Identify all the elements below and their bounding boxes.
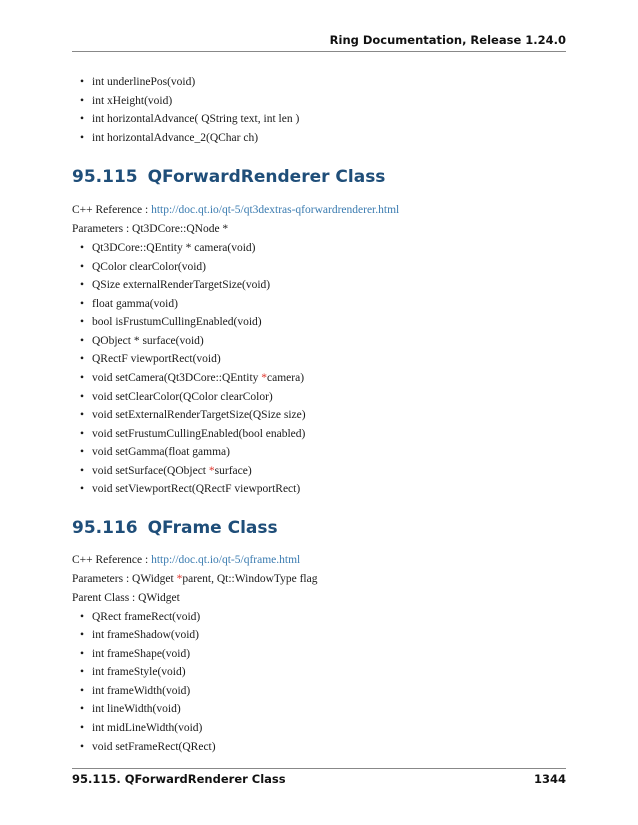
section-number: 95.116 [72,518,138,538]
reference-link[interactable]: http://doc.qt.io/qt-5/qframe.html [151,554,301,566]
list-item: • int xHeight(void) [92,94,172,108]
parameters-line: Parameters : QWidget *parent, Qt::WindowType flag [72,573,318,585]
list-item: • QObject * surface(void) [92,334,204,348]
list-item: • void setFrameRect(QRect) [92,740,216,754]
section-title: QFrame Class [147,518,278,538]
list-item: • void setExternalRenderTargetSize(QSize size) [92,408,306,422]
reference-label: C++ Reference : [72,204,152,216]
parameters-line: Parameters : Qt3DCore::QNode * [72,223,229,235]
list-item: • int horizontalAdvance( QString text, int len ) [92,112,299,126]
list-item: • int frameStyle(void) [92,665,186,679]
section-heading-qframe [72,518,278,538]
list-item: • QSize externalRenderTargetSize(void) [92,278,270,292]
list-item: • void setSurface(QObject *surface) [92,464,252,478]
page-number: 1344 [533,772,566,786]
list-item: • bool isFrustumCullingEnabled(void) [92,315,262,329]
section-title: QForwardRenderer Class [147,167,386,187]
footer-section: 95.115. QForwardRenderer Class [72,772,286,786]
list-item: • QRect frameRect(void) [92,610,200,624]
cpp-reference [72,203,399,217]
header-divider [72,51,566,52]
list-item: • void setViewportRect(QRectF viewportRect) [92,482,300,496]
list-item: • Qt3DCore::QEntity * camera(void) [92,241,256,255]
page-header: Ring Documentation, Release 1.24.0 [329,33,566,47]
reference-link[interactable]: http://doc.qt.io/qt-5/qt3dextras-qforwardrenderer.html [151,204,400,216]
reference-label: C++ Reference : [72,554,152,566]
list-item: • int frameWidth(void) [92,684,190,698]
parent-class-line: Parent Class : QWidget [72,592,180,604]
list-item: • int lineWidth(void) [92,702,181,716]
list-item: • void setCamera(Qt3DCore::QEntity *camera) [92,371,304,385]
list-item: • int horizontalAdvance_2(QChar ch) [92,131,258,145]
list-item: • void setFrustumCullingEnabled(bool enabled) [92,427,305,441]
section-number: 95.115 [72,167,138,187]
list-item: • float gamma(void) [92,297,178,311]
list-item: • QRectF viewportRect(void) [92,352,221,366]
list-item: • int frameShape(void) [92,647,190,661]
footer-divider [72,768,566,769]
list-item: • void setGamma(float gamma) [92,445,230,459]
list-item: • int frameShadow(void) [92,628,199,642]
list-item: • int midLineWidth(void) [92,721,202,735]
list-item: • void setClearColor(QColor clearColor) [92,390,273,404]
section-heading-qforwardrenderer [72,167,385,187]
list-item: • QColor clearColor(void) [92,260,206,274]
cpp-reference [72,553,300,567]
page-footer [72,772,566,786]
list-item: • int underlinePos(void) [92,75,195,89]
